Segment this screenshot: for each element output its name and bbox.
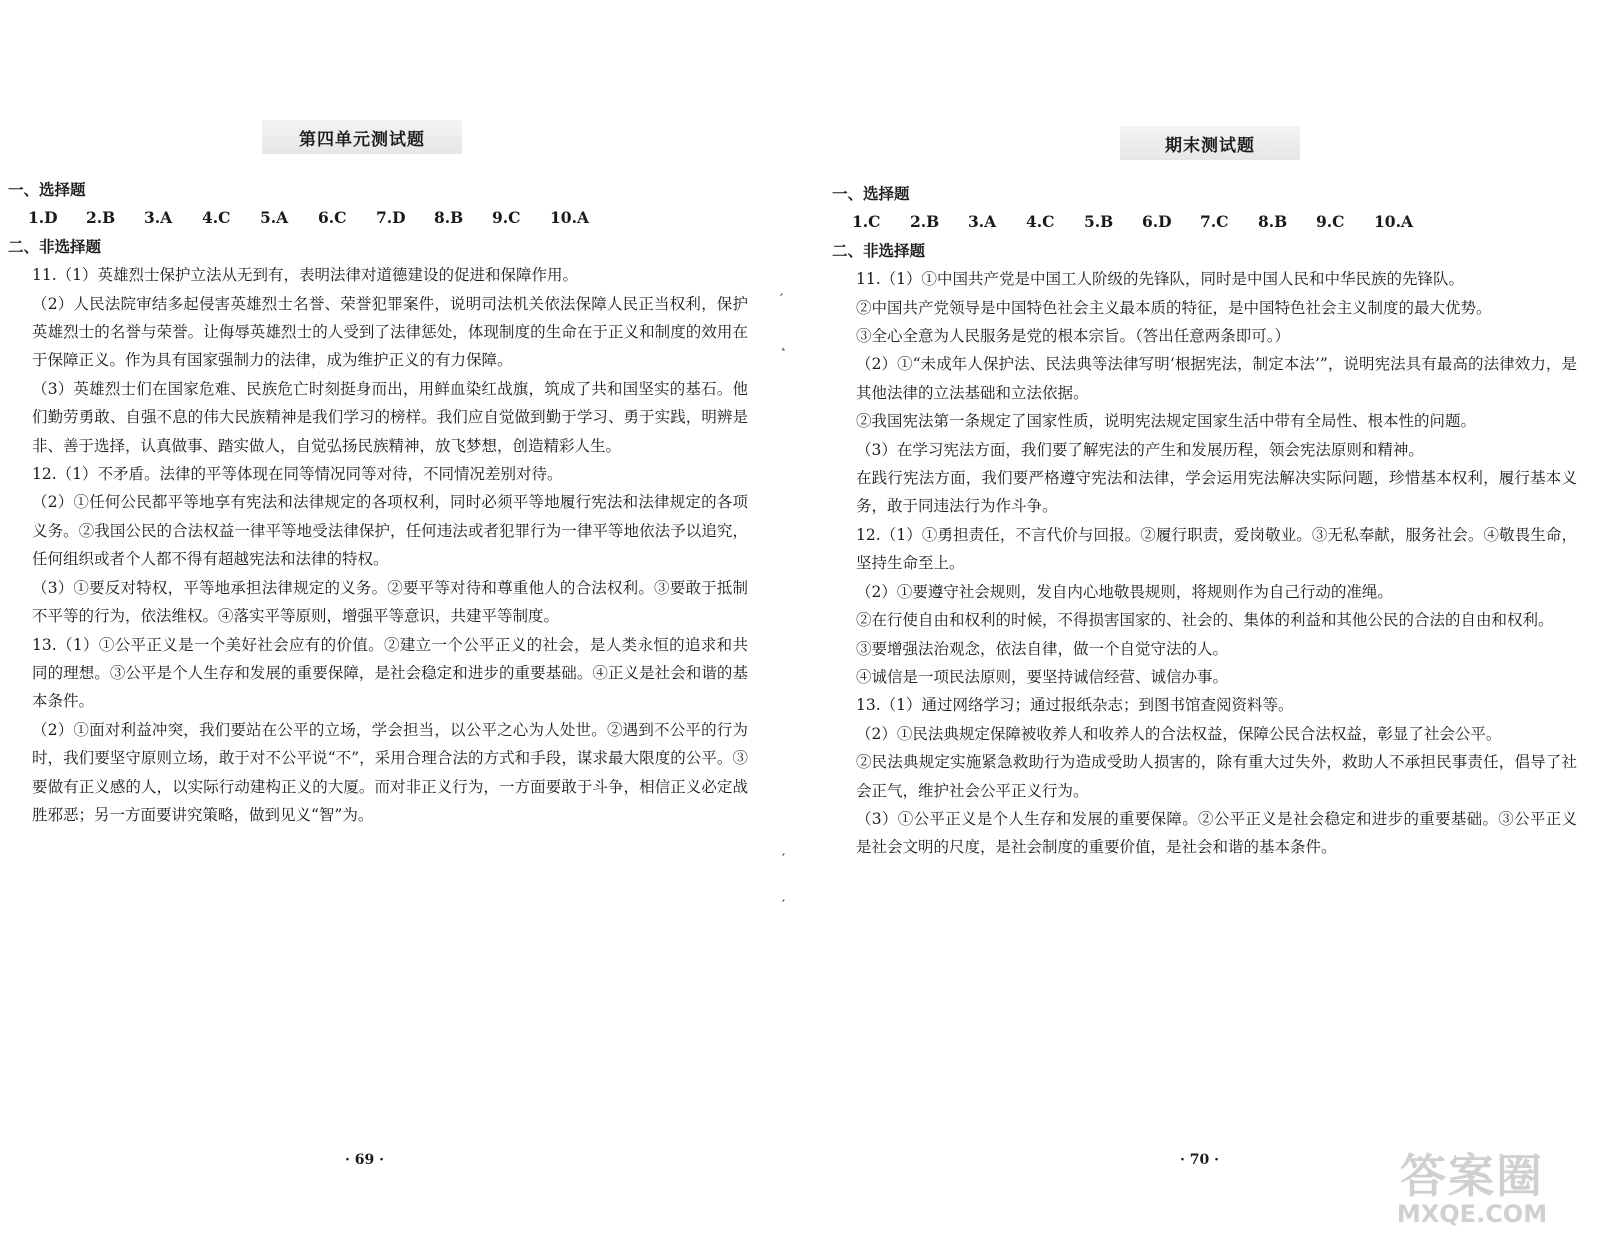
section-heading-nonchoice: 二、非选择题 [832,240,926,260]
section-heading-choice: 一、选择题 [8,180,86,199]
answer-paragraph: （2）①民法典规定保障被收养人和收养人的合法权益，保障公民合法权益，彰显了社会公平。 [856,724,1502,743]
answer-paragraph: 12.（1）不矛盾。法律的平等体现在同等情况同等对待，不同情况差别对待。 [32,465,563,484]
choice-answer: 5.B [1084,212,1114,232]
choice-answer: 7.D [376,208,406,228]
choice-answer: 7.C [1200,212,1229,232]
scan-mark: ′ [782,852,786,868]
answer-paragraph: （2）①要遵守社会规则，发自内心地敬畏规则，将规则作为自己行动的准绳。 [856,582,1393,601]
page-title: 第四单元测试题 [262,120,462,154]
choice-answer: 2.B [86,208,116,228]
choice-answers [832,208,1577,236]
choice-answer: 6.C [318,208,347,228]
choice-answer: 10.A [550,208,589,228]
answer-paragraph: 在践行宪法方面，我们要严格遵守宪法和法律，学会运用宪法解决实际问题，珍惜基本权利，履行基本义务，敢于同违法行为作斗争。 [856,469,1577,516]
watermark-url: MXQE.COM [1396,1200,1548,1228]
answer-paragraph: （3）英雄烈士们在国家危难、民族危亡时刻挺身而出，用鲜血染红战旗，筑成了共和国坚实的基石。他们勤劳勇敢、自强不息的伟大民族精神是我们学习的榜样。我们应自觉做到勤于学习、勇于实践，明辨是非、善于选择，认真做事、踏实做人，自觉弘扬民族精神，放飞梦想，创造精彩人生。 [32,379,748,455]
answer-paragraph: ②中国共产党领导是中国特色社会主义最本质的特征，是中国特色社会主义制度的最大优势。 [856,298,1492,317]
answer-paragraph: ③全心全意为人民服务是党的根本宗旨。（答出任意两条即可。） [856,327,1291,346]
choice-answer: 8.B [434,208,464,228]
answer-paragraph: （2）①任何公民都平等地享有宪法和法律规定的各项权利，同时必须平等地履行宪法和法律规定的各项义务。②我国公民的合法权益一律平等地受法律保护，任何违法或者犯罪行为一律平等地依法予以追究，任何组织或者个人都不得有超越宪法和法律的特权。 [32,493,748,569]
page-title: 期末测试题 [1120,126,1300,160]
answer-paragraph: ②我国宪法第一条规定了国家性质，说明宪法规定国家生活中带有全局性、根本性的问题。 [856,412,1477,431]
choice-answer: 1.D [28,208,58,228]
answer-paragraph: 13.（1）通过网络学习；通过报纸杂志；到图书馆查阅资料等。 [856,696,1294,715]
page-number: · 70 · [1180,1152,1219,1168]
answer-paragraph: 13.（1）①公平正义是一个美好社会应有的价值。②建立一个公平正义的社会，是人类永恒的追求和共同的理想。③公平是个人生存和发展的重要保障，是社会稳定和进步的重要基础。④正义是社会和谐的基本条件。 [32,635,748,711]
choice-answer: 3.A [968,212,997,232]
choice-answer: 1.C [852,212,881,232]
watermark-logo [1372,1140,1572,1240]
answer-paragraph: 12.（1）①勇担责任，不言代价与回报。②履行职责，爱岗敬业。③无私奉献，服务社会。④敬畏生命，坚持生命至上。 [856,525,1577,573]
left-page [0,0,770,1248]
answer-paragraph: （2）①“未成年人保护法、民法典等法律写明‘根据宪法，制定本法’”，说明宪法具有最高的法律效力，是其他法律的立法基础和立法依据。 [856,355,1577,402]
answer-paragraph: （3）①要反对特权，平等地承担法律规定的义务。②要平等对待和尊重他人的合法权利。③要敢于抵制不平等的行为，依法维权。④落实平等原则，增强平等意识，共建平等制度。 [32,578,748,626]
answer-paragraph: ②在行使自由和权利的时候，不得损害国家的、社会的、集体的利益和其他公民的合法的自由和权利。 [856,611,1554,630]
answer-content [8,176,748,829]
answer-paragraph: 11.（1）英雄烈士保护立法从无到有，表明法律对道德建设的促进和保障作用。 [32,266,579,285]
right-page [820,0,1600,1248]
answer-paragraph: （3）①公平正义是个人生存和发展的重要保障。②公平正义是社会稳定和进步的重要基础。③公平正义是社会文明的尺度，是社会制度的重要价值，是社会和谐的基本条件。 [856,809,1577,857]
choice-answer: 8.B [1258,212,1288,232]
choice-answer: 3.A [144,208,173,228]
scan-mark: ˛ [780,336,787,352]
answer-paragraph: ④诚信是一项民法原则，要坚持诚信经营、诚信办事。 [856,667,1229,686]
choice-answer: 9.C [492,208,521,228]
answer-paragraph: （2）①面对利益冲突，我们要站在公平的立场，学会担当，以公平之心为人处世。②遇到不公平的行为时，我们要坚守原则立场，敢于对不公平说“不”，采用合理合法的方式和手段，谋求最大限度的公平。③要做有正义感的人，以实际行动建构正义的大厦。而对非正义行为，一方面要敢于斗争，相信正义必定战胜邪恶；另一方面要讲究策略，做到见义“智”为。 [32,720,748,824]
choice-answer: 2.B [910,212,940,232]
scan-mark: ′ [782,898,786,914]
answer-paragraph: （3）在学习宪法方面，我们要了解宪法的产生和发展历程，领会宪法原则和精神。 [856,440,1424,459]
choice-answer: 4.C [202,208,231,228]
choice-answer: 5.A [260,208,289,228]
page-number: · 69 · [345,1152,384,1168]
choice-answer: 10.A [1374,212,1413,232]
choice-answer: 4.C [1026,212,1055,232]
choice-answer: 6.D [1142,212,1172,232]
watermark-text: 答案圈 [1400,1149,1544,1203]
choice-answers [8,204,748,232]
scan-mark: ′ [780,292,784,308]
choice-answer: 9.C [1316,212,1345,232]
section-heading-choice: 一、选择题 [832,184,910,203]
section-heading-nonchoice: 二、非选择题 [8,236,102,256]
answer-paragraph: ③要增强法治观念，依法自律，做一个自觉守法的人。 [856,639,1229,658]
answer-content [832,180,1577,862]
answer-paragraph: ②民法典规定实施紧急救助行为造成受助人损害的，除有重大过失外，救助人不承担民事责任，倡导了社会正气，维护社会公平正义行为。 [856,753,1577,800]
answer-paragraph: 11.（1）①中国共产党是中国工人阶级的先锋队，同时是中国人民和中华民族的先锋队。 [856,270,1465,289]
answer-paragraph: （2）人民法院审结多起侵害英雄烈士名誉、荣誉犯罪案件，说明司法机关依法保障人民正当权利，保护英雄烈士的名誉与荣誉。让侮辱英雄烈士的人受到了法律惩处，体现制度的生命在于正义和制度的效用在于保障正义。作为具有国家强制力的法律，成为维护正义的有力保障。 [32,294,748,370]
